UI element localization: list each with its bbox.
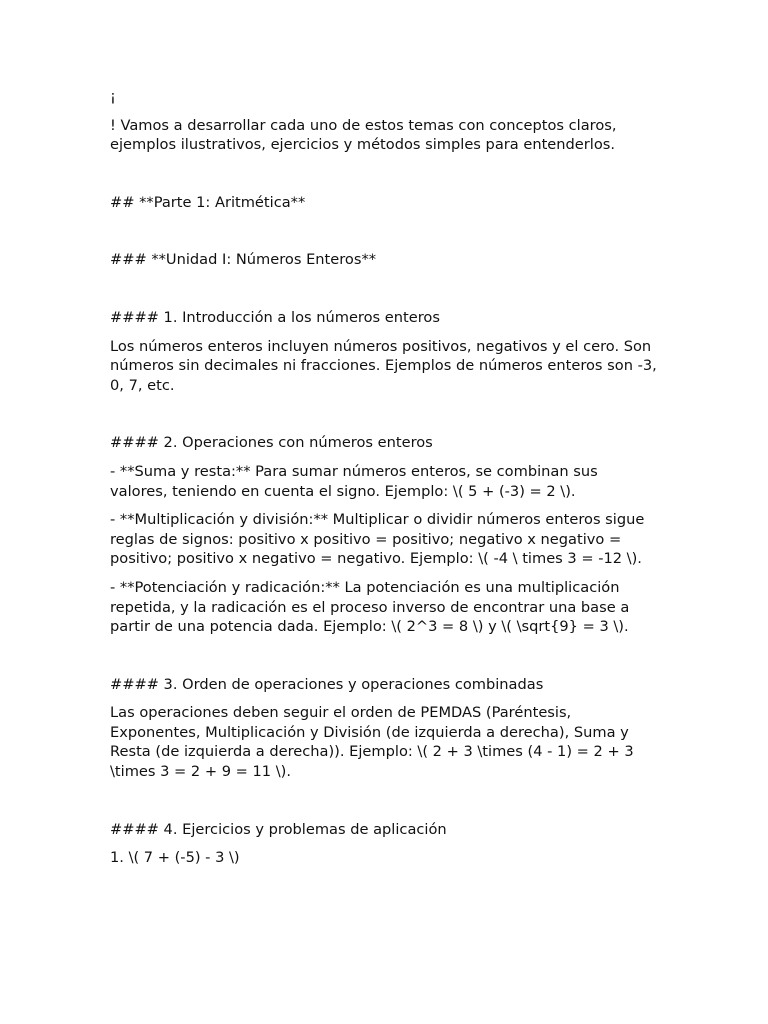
intro-paragraph: ! Vamos a desarrollar cada uno de estos temas con conceptos claros, ejemplos ilustrativos, ejercicios y métodos simples para entenderlos.: [110, 116, 617, 154]
part-heading: ## **Parte 1: Aritmética**: [110, 193, 306, 211]
section-1-paragraph: Los números enteros incluyen números positivos, negativos y el cero. Son números sin decimales ni fracciones. Ejemplos de números enteros son -3, 0, 7, etc.: [110, 337, 657, 394]
unit-heading: ### **Unidad I: Números Enteros**: [110, 251, 377, 269]
section-2-item-suma: - **Suma y resta:** Para sumar números enteros, se combinan sus valores, teniendo en cuenta el signo. Ejemplo: \( 5 + (-3) = 2 \).: [110, 462, 598, 500]
section-4-heading: #### 4. Ejercicios y problemas de aplicación: [110, 820, 447, 838]
section-3-paragraph: Las operaciones deben seguir el orden de PEMDAS (Paréntesis, Exponentes, Multiplicación y División (de izquierda a derecha), Suma y Resta (de izquierda a derecha)). Ejemplo: \( 2 + 3 \times (4 - 1) = 2 + 3 \times 3 = 2 + 9 = 11 \).: [110, 704, 634, 781]
exercise-1: 1. \( 7 + (-5) - 3 \): [110, 849, 240, 867]
section-2-heading: #### 2. Operaciones con números enteros: [110, 434, 433, 452]
opening-mark: ¡: [110, 88, 116, 105]
section-1-heading: #### 1. Introducción a los números enteros: [110, 308, 440, 326]
section-3-heading: #### 3. Orden de operaciones y operaciones combinadas: [110, 675, 544, 693]
section-2-item-multiplicacion: - **Multiplicación y división:** Multiplicar o dividir números enteros sigue reglas de signos: positivo x positivo = positivo; negativo x negativo = positivo; positivo x negativo = negativo. Ejemplo: \( -4 \ times 3 = -12 \).: [110, 511, 645, 568]
section-2-item-potenciacion: - **Potenciación y radicación:** La potenciación es una multiplicación repetida, y la radicación es el proceso inverso de encontrar una base a partir de una potencia dada. Ejemplo: \( 2^3 = 8 \) y \( \sqrt{9} = 3 \).: [110, 578, 630, 636]
